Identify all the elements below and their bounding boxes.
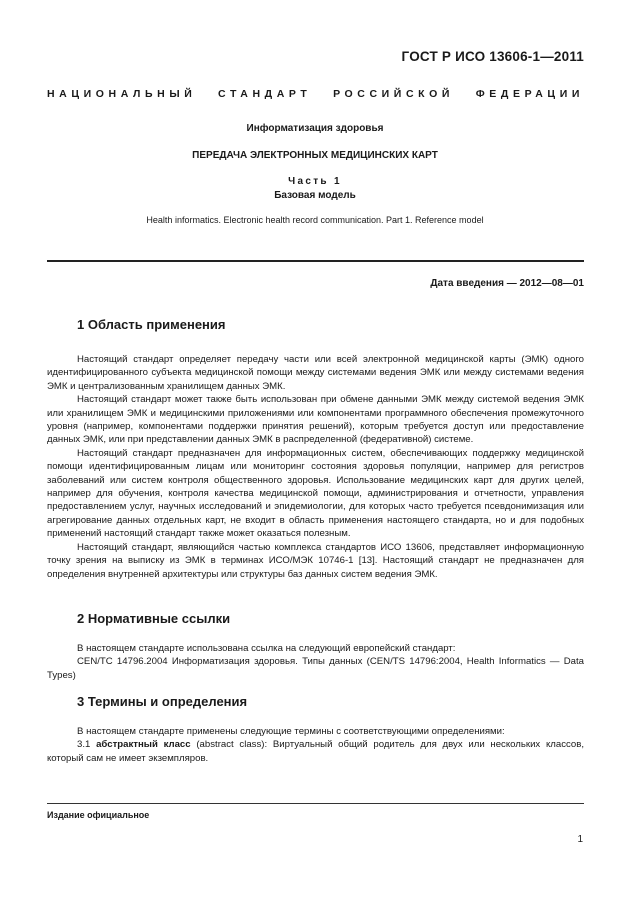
section-body-scope bbox=[47, 353, 584, 581]
footer-divider bbox=[47, 803, 584, 804]
paragraph: CEN/TC 14796.2004 Информатизация здоровья. Типы данных (CEN/TS 14796:2004, Health Informatics — Data Types) bbox=[47, 656, 584, 681]
page-number: 1 bbox=[577, 834, 583, 845]
term-definition bbox=[47, 738, 584, 765]
document-part: Часть 1 bbox=[288, 176, 342, 187]
term-text: (abstract class): Виртуальный общий родитель для двух или нескольких классов, который сам не имеет экземпляров. bbox=[47, 739, 585, 764]
section-heading-terms: 3 Термины и определения bbox=[77, 694, 248, 709]
term-number: 3.1 bbox=[77, 739, 91, 751]
paragraph: Настоящий стандарт предназначен для информационных систем, обеспечивающих поддержку медицинской помощи идентифицированным лицам или мониторинг состояния здоровья популяции, например для регистров заболеваний или систем контроля общественного здоровья. Использование медицинских карт для других целей, например для обучения, контроля качества медицинской помощи, администрирования и отчетности, управления предоставлением услуг, научных исследований и эпидемиологии, для которых часто требуется псевдонимизация или агрегирование данных отдельных карт, не входит в область применения настоящего стандарта, но и для подобных применений настоящий стандарт также может оказаться полезным. bbox=[47, 447, 584, 540]
document-part-name: Базовая модель bbox=[274, 190, 356, 201]
official-edition-label: Издание официальное bbox=[47, 810, 150, 820]
paragraph: В настоящем стандарте использована ссылка на следующий европейский стандарт: bbox=[77, 643, 456, 654]
paragraph: Настоящий стандарт может также быть использован при обмене данными ЭМК между системой ведения ЭМК или хранилищем ЭМК и медицинскими приложениями или компонентами программного обеспечения промежуточного уровня (например, компонентами поддержки принятия решений), которым требуется доступ или предоставление данных ЭМК, или при представлении данных ЭМК в распределенной (федеративной) системе. bbox=[47, 394, 584, 446]
section-body-terms bbox=[47, 725, 584, 765]
document-id: ГОСТ Р ИСО 13606-1—2011 bbox=[401, 49, 584, 64]
top-divider bbox=[47, 260, 584, 262]
section-heading-normative-references: 2 Нормативные ссылки bbox=[77, 611, 231, 626]
document-subject: Информатизация здоровья bbox=[246, 123, 384, 134]
section-heading-scope: 1 Область применения bbox=[77, 317, 226, 332]
section-body-normative-references bbox=[47, 642, 584, 682]
term-name: абстрактный класс bbox=[96, 739, 191, 751]
paragraph: Настоящий стандарт определяет передачу части или всей электронной медицинской карты (ЭМК) одного идентифицированного субъекта медицинской помощи между системами ведения ЭМК или между системами ведения ЭМК и централизованным хранилищем данных ЭМК. bbox=[47, 354, 584, 392]
paragraph: В настоящем стандарте применены следующие термины с соответствующими определениями: bbox=[77, 726, 505, 737]
english-title: Health informatics. Electronic health record communication. Part 1. Reference model bbox=[146, 215, 484, 225]
document-title: ПЕРЕДАЧА ЭЛЕКТРОННЫХ МЕДИЦИНСКИХ КАРТ bbox=[192, 150, 438, 161]
introduction-date: Дата введения — 2012—08—01 bbox=[430, 278, 584, 289]
paragraph: Настоящий стандарт, являющийся частью комплекса стандартов ИСО 13606, представляет информационную точку зрения на выписку из ЭМК в терминах ИСО/МЭК 10746-1 [13]. Настоящий стандарт не предназначен для определения внутренней архитектуры или структуры баз данных систем ведения ЭМК. bbox=[47, 541, 584, 580]
national-standard-banner: НАЦИОНАЛЬНЫЙ СТАНДАРТ РОССИЙСКОЙ ФЕДЕРАЦИИ bbox=[47, 88, 584, 100]
